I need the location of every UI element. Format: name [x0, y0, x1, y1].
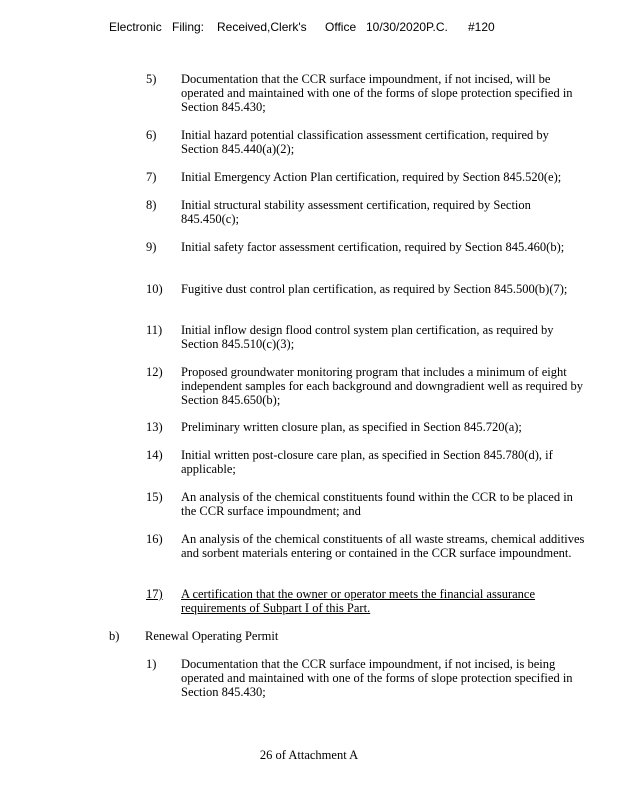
item-text: Initial hazard potential classification assessment certification, required by Section 845.440(a)(2); [181, 128, 549, 156]
filing-header [109, 20, 495, 34]
header-received: Received,Clerk's [217, 20, 307, 34]
item-number: 17) [146, 587, 163, 601]
header-date: 10/30/2020P.C. [366, 20, 448, 34]
item-text: Documentation that the CCR surface impoundment, if not incised, will be operated and maintained with one of the forms of slope protection specified in Section 845.430; [181, 72, 573, 114]
section-letter: b) [109, 629, 120, 643]
item-number: 7) [146, 170, 157, 184]
header-office: Office [325, 20, 357, 34]
item-number: 1) [146, 657, 157, 671]
item-text-underlined: A certification that the owner or operator meets the financial assurance requirements of Subpart I of this Part. [181, 587, 536, 615]
item-text: Initial inflow design flood control system plan certification, as required by Section 845.510(c)(3); [181, 323, 554, 351]
item-text: Preliminary written closure plan, as specified in Section 845.720(a); [181, 420, 522, 434]
item-number: 15) [146, 490, 163, 504]
item-number: 9) [146, 240, 157, 254]
item-text [181, 587, 589, 615]
item-number: 10) [146, 282, 163, 296]
item-text: Proposed groundwater monitoring program that includes a minimum of eight independent samples for each background and downgradient well as required by Section 845.650(b); [181, 365, 583, 407]
item-number: 11) [146, 323, 163, 337]
item-text: Fugitive dust control plan certification, as required by Section 845.500(b)(7); [181, 282, 568, 296]
item-text: An analysis of the chemical constituents found within the CCR to be placed in the CCR surface impoundment; and [181, 490, 573, 518]
item-number: 14) [146, 448, 163, 462]
item-text: An analysis of the chemical constituents of all waste streams, chemical additives and sorbent materials entering or contained in the CCR surface impoundment. [181, 532, 585, 560]
header-electronic: Electronic [109, 20, 162, 34]
item-text: Initial Emergency Action Plan certification, required by Section 845.520(e); [181, 170, 562, 184]
item-number: 5) [146, 72, 157, 86]
header-number: #120 [468, 20, 495, 34]
item-text: Initial safety factor assessment certification, required by Section 845.460(b); [181, 240, 565, 254]
item-text: Initial structural stability assessment certification, required by Section 845.450(c); [181, 198, 531, 226]
page-footer: 26 of Attachment A [259, 748, 359, 762]
item-text: Documentation that the CCR surface impoundment, if not incised, is being operated and maintained with one of the forms of slope protection specified in Section 845.430; [181, 657, 573, 699]
item-number: 16) [146, 532, 163, 546]
section-title: Renewal Operating Permit [145, 629, 279, 643]
item-number: 8) [146, 198, 157, 212]
item-number: 6) [146, 128, 157, 142]
item-number: 13) [146, 420, 163, 434]
item-number: 12) [146, 365, 163, 379]
item-text: Initial written post-closure care plan, as specified in Section 845.780(d), if applicable; [181, 448, 553, 476]
header-filing: Filing: [172, 20, 205, 34]
